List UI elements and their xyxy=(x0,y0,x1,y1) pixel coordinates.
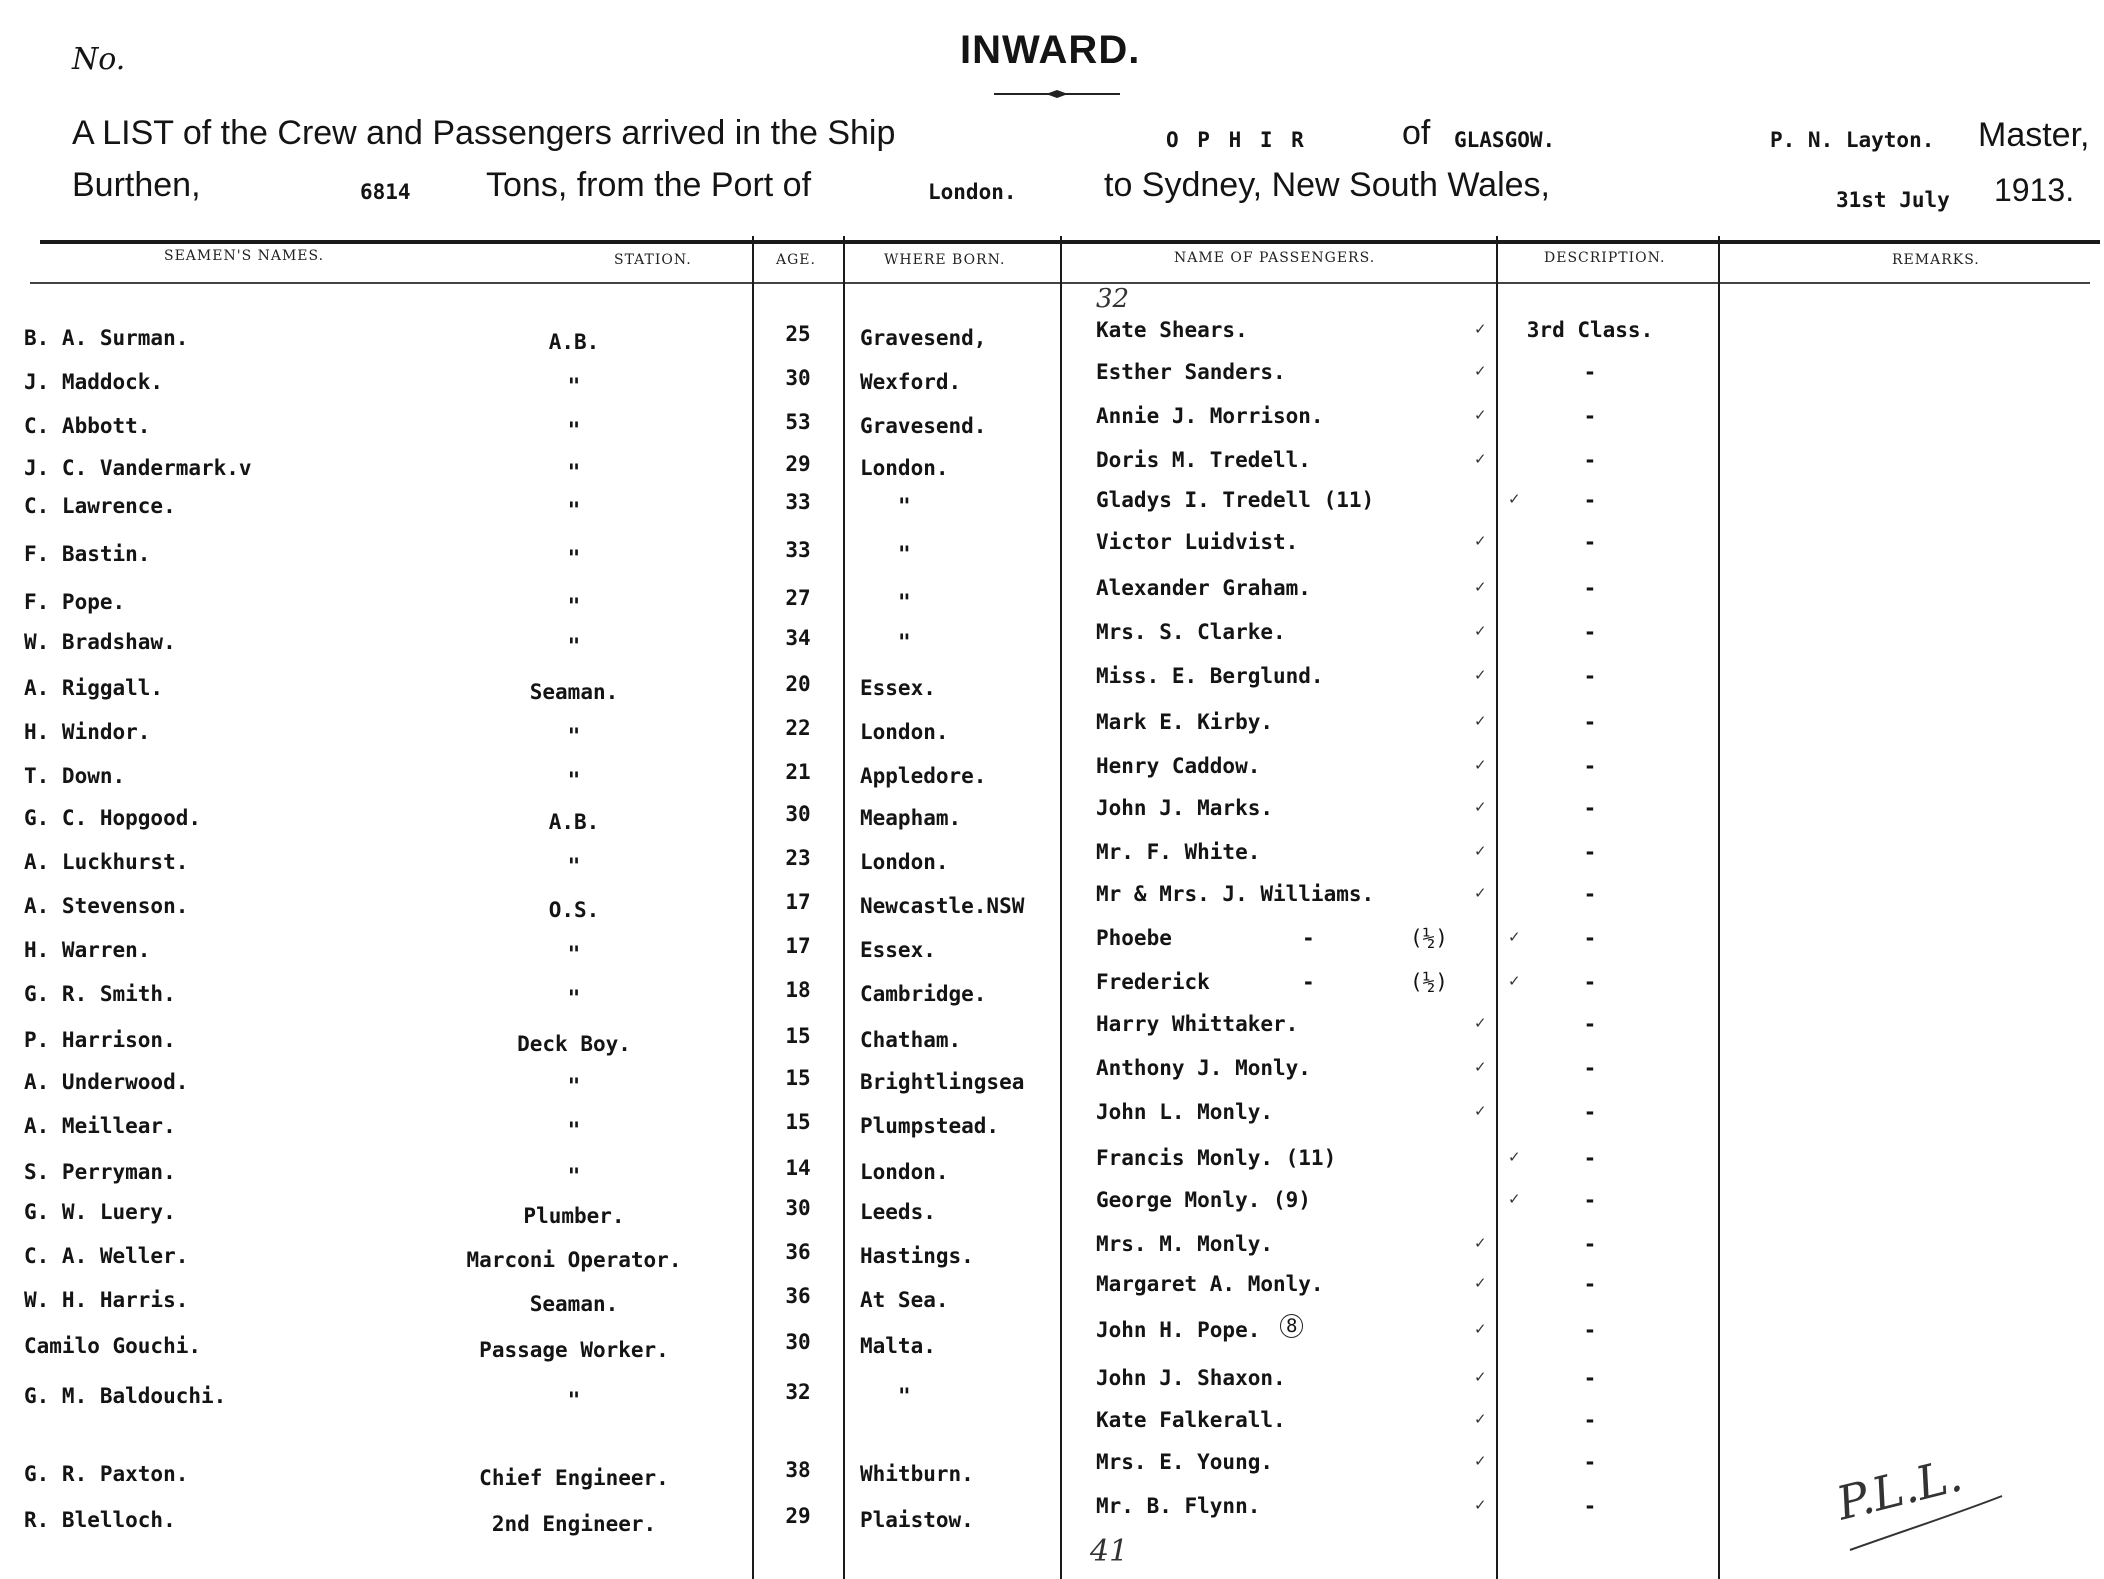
passenger-description: - xyxy=(1583,926,1597,950)
passenger-name: Mr. F. White. xyxy=(1096,840,1261,864)
seaman-station: " xyxy=(567,768,581,792)
seaman-name: B. A. Surman. xyxy=(24,326,189,350)
passenger-name: Mrs. M. Monly. xyxy=(1096,1232,1274,1256)
check-mark: ✓ xyxy=(1474,406,1487,424)
col-head-where-born: WHERE BORN. xyxy=(884,252,1006,268)
seaman-birthplace: Meapham. xyxy=(860,806,962,830)
seaman-station: " xyxy=(567,1164,581,1188)
seaman-birthplace: Cambridge. xyxy=(860,982,987,1006)
seaman-age: 32 xyxy=(785,1380,811,1404)
passenger-name: Margaret A. Monly. xyxy=(1096,1272,1324,1296)
seaman-name: C. A. Weller. xyxy=(24,1244,189,1268)
seaman-birthplace: Appledore. xyxy=(860,764,987,788)
seaman-station: " xyxy=(567,942,581,966)
check-mark: ✓ xyxy=(1508,928,1521,946)
arrival-date: 31st July xyxy=(1836,188,1950,212)
passenger-description: - xyxy=(1583,1450,1597,1474)
seaman-birthplace: London. xyxy=(860,850,949,874)
master-name: P. N. Layton. xyxy=(1770,128,1935,152)
seaman-name: G. R. Smith. xyxy=(24,982,176,1006)
seaman-name: G. C. Hopgood. xyxy=(24,806,202,830)
passenger-name: Henry Caddow. xyxy=(1096,754,1261,778)
passenger-name: John H. Pope. xyxy=(1096,1318,1261,1342)
passenger-description: - xyxy=(1583,1494,1597,1518)
from-port: London. xyxy=(928,180,1017,204)
seaman-birthplace: Malta. xyxy=(860,1334,936,1358)
passenger-name: Mrs. S. Clarke. xyxy=(1096,620,1286,644)
seaman-age: 22 xyxy=(785,716,811,740)
seaman-age: 17 xyxy=(785,890,811,914)
check-mark: ✓ xyxy=(1474,1274,1487,1292)
check-mark: ✓ xyxy=(1474,842,1487,860)
seaman-birthplace: " xyxy=(898,1384,911,1408)
seaman-age: 27 xyxy=(785,586,811,610)
seaman-station: " xyxy=(567,374,581,398)
seaman-station: " xyxy=(567,498,581,522)
seaman-birthplace: Hastings. xyxy=(860,1244,974,1268)
seaman-name: A. Luckhurst. xyxy=(24,850,189,874)
passenger-description: - xyxy=(1583,1012,1597,1036)
col-divider-remarks xyxy=(1718,236,1720,1579)
col-head-description: DESCRIPTION. xyxy=(1544,250,1666,266)
form-title: INWARD. xyxy=(960,28,1141,72)
passenger-description: - xyxy=(1583,970,1597,994)
check-mark: ✓ xyxy=(1508,1148,1521,1166)
col-head-age: AGE. xyxy=(776,252,816,268)
seaman-age: 15 xyxy=(785,1024,811,1048)
seaman-station: Marconi Operator. xyxy=(466,1248,682,1272)
seaman-name: H. Warren. xyxy=(24,938,151,962)
seaman-age: 29 xyxy=(785,452,811,476)
initials-flourish xyxy=(1846,1484,2006,1554)
seaman-age: 18 xyxy=(785,978,811,1002)
passenger-description: - xyxy=(1583,448,1597,472)
passenger-description: - xyxy=(1583,1100,1597,1124)
check-mark: ✓ xyxy=(1474,1368,1487,1386)
seaman-birthplace: Chatham. xyxy=(860,1028,962,1052)
seaman-birthplace: At Sea. xyxy=(860,1288,949,1312)
seaman-station: " xyxy=(567,724,581,748)
passenger-name: Doris M. Tredell. xyxy=(1096,448,1311,472)
seaman-station: " xyxy=(567,854,581,878)
check-mark: ✓ xyxy=(1474,756,1487,774)
seaman-station: " xyxy=(567,986,581,1010)
check-mark: ✓ xyxy=(1474,1496,1487,1514)
seaman-age: 53 xyxy=(785,410,811,434)
passenger-description: - xyxy=(1583,360,1597,384)
seaman-station: " xyxy=(567,418,581,442)
seaman-station: " xyxy=(567,594,581,618)
seaman-age: 17 xyxy=(785,934,811,958)
passenger-name: Alexander Graham. xyxy=(1096,576,1311,600)
passenger-name: Anthony J. Monly. xyxy=(1096,1056,1311,1080)
col-head-seamen: SEAMEN'S NAMES. xyxy=(164,248,325,264)
seaman-birthplace: Plumpstead. xyxy=(860,1114,1000,1138)
check-mark: ✓ xyxy=(1474,532,1487,550)
seaman-name: H. Windor. xyxy=(24,720,151,744)
seaman-age: 33 xyxy=(785,490,811,514)
seaman-name: P. Harrison. xyxy=(24,1028,176,1052)
passenger-name: Mr. B. Flynn. xyxy=(1096,1494,1261,1518)
passenger-description: - xyxy=(1583,710,1597,734)
passenger-description: - xyxy=(1583,1232,1597,1256)
seaman-birthplace: London. xyxy=(860,720,949,744)
col-head-remarks: REMARKS. xyxy=(1892,252,1980,268)
passenger-description: - xyxy=(1583,404,1597,428)
seaman-name: G. R. Paxton. xyxy=(24,1462,189,1486)
seaman-name: S. Perryman. xyxy=(24,1160,176,1184)
passenger-name: Mrs. E. Young. xyxy=(1096,1450,1274,1474)
passenger-name: Mark E. Kirby. xyxy=(1096,710,1274,734)
passenger-name: George Monly. (9) xyxy=(1096,1188,1311,1212)
seaman-birthplace: Essex. xyxy=(860,676,936,700)
ship-name: O P H I R xyxy=(1166,128,1307,152)
passenger-name: Harry Whittaker. xyxy=(1096,1012,1299,1036)
passenger-name: Phoebe xyxy=(1096,926,1172,950)
passenger-description: - xyxy=(1583,1366,1597,1390)
seaman-name: J. Maddock. xyxy=(24,370,164,394)
seaman-birthplace: London. xyxy=(860,1160,949,1184)
passenger-description: - xyxy=(1583,620,1597,644)
seaman-station: Plumber. xyxy=(523,1204,625,1228)
seaman-birthplace: Whitburn. xyxy=(860,1462,974,1486)
circled-number: 8 xyxy=(1280,1314,1303,1338)
check-mark: ✓ xyxy=(1508,1190,1521,1208)
seaman-birthplace: Essex. xyxy=(860,938,936,962)
passenger-description: - xyxy=(1583,796,1597,820)
seaman-station: " xyxy=(567,634,581,658)
seaman-name: W. H. Harris. xyxy=(24,1288,189,1312)
check-mark: ✓ xyxy=(1474,1452,1487,1470)
passenger-description: - xyxy=(1583,1318,1597,1342)
passenger-name: Esther Sanders. xyxy=(1096,360,1286,384)
seaman-birthplace: " xyxy=(898,590,911,614)
check-mark: ✓ xyxy=(1474,1014,1487,1032)
list-heading-prefix: A LIST of the Crew and Passengers arrived in the Ship xyxy=(72,114,896,152)
check-mark: ✓ xyxy=(1474,1234,1487,1252)
passenger-description: - xyxy=(1583,1056,1597,1080)
check-mark: ✓ xyxy=(1474,666,1487,684)
passenger-name: Victor Luidvist. xyxy=(1096,530,1299,554)
seaman-birthplace: Plaistow. xyxy=(860,1508,974,1532)
seaman-birthplace: Gravesend. xyxy=(860,414,987,438)
passenger-name: Miss. E. Berglund. xyxy=(1096,664,1324,688)
seaman-name: A. Underwood. xyxy=(24,1070,189,1094)
passenger-name: Kate Shears. xyxy=(1096,318,1248,342)
seaman-birthplace: Newcastle.NSW xyxy=(860,894,1025,918)
seaman-age: 30 xyxy=(785,802,811,826)
seaman-station: Passage Worker. xyxy=(479,1338,669,1362)
seaman-name: G. M. Baldouchi. xyxy=(24,1384,227,1408)
check-mark: ✓ xyxy=(1508,972,1521,990)
check-mark: ✓ xyxy=(1474,622,1487,640)
passenger-description: - xyxy=(1583,488,1597,512)
seaman-station: Deck Boy. xyxy=(517,1032,631,1056)
seaman-name: A. Riggall. xyxy=(24,676,164,700)
passenger-description: - xyxy=(1583,840,1597,864)
col-head-station: STATION. xyxy=(614,252,692,268)
seaman-station: " xyxy=(567,1074,581,1098)
passenger-description: - xyxy=(1583,1272,1597,1296)
seaman-name: W. Bradshaw. xyxy=(24,630,176,654)
passenger-name: Kate Falkerall. xyxy=(1096,1408,1286,1432)
seaman-name: A. Meillear. xyxy=(24,1114,176,1138)
arrival-year: 1913. xyxy=(1994,172,2075,208)
seaman-name: J. C. Vandermark.v xyxy=(24,456,252,480)
title-ornament xyxy=(994,90,1120,98)
seaman-station: " xyxy=(567,546,581,570)
passenger-description: - xyxy=(1583,1146,1597,1170)
passenger-age-note: (½) xyxy=(1410,970,1448,994)
seaman-station: A.B. xyxy=(548,810,600,834)
check-mark: ✓ xyxy=(1474,450,1487,468)
passenger-description: - xyxy=(1583,530,1597,554)
passenger-name: Gladys I. Tredell (11) xyxy=(1096,488,1375,512)
check-mark: ✓ xyxy=(1474,1320,1487,1338)
seaman-age: 30 xyxy=(785,1330,811,1354)
seaman-age: 23 xyxy=(785,846,811,870)
destination-label: to Sydney, New South Wales, xyxy=(1104,166,1550,204)
seaman-age: 30 xyxy=(785,1196,811,1220)
seaman-name: A. Stevenson. xyxy=(24,894,189,918)
seaman-age: 34 xyxy=(785,626,811,650)
seaman-age: 36 xyxy=(785,1240,811,1264)
check-mark: ✓ xyxy=(1474,362,1487,380)
passenger-name: Frederick xyxy=(1096,970,1210,994)
seaman-age: 20 xyxy=(785,672,811,696)
seaman-station: " xyxy=(567,1118,581,1142)
seaman-age: 21 xyxy=(785,760,811,784)
col-divider-description xyxy=(1496,236,1498,1579)
master-label: Master, xyxy=(1978,116,2090,154)
seaman-name: T. Down. xyxy=(24,764,126,788)
seaman-age: 36 xyxy=(785,1284,811,1308)
seaman-birthplace: Brightlingsea xyxy=(860,1070,1025,1094)
check-mark: ✓ xyxy=(1474,1410,1487,1428)
seaman-birthplace: Wexford. xyxy=(860,370,962,394)
seaman-name: C. Abbott. xyxy=(24,414,151,438)
seaman-station: Seaman. xyxy=(529,1292,619,1316)
seaman-age: 14 xyxy=(785,1156,811,1180)
col-divider-born xyxy=(843,236,845,1579)
seaman-birthplace: Leeds. xyxy=(860,1200,936,1224)
passenger-name: John L. Monly. xyxy=(1096,1100,1274,1124)
seaman-name: R. Blelloch. xyxy=(24,1508,176,1532)
col-head-passengers: NAME OF PASSENGERS. xyxy=(1174,250,1376,266)
check-mark: ✓ xyxy=(1474,712,1487,730)
table-top-rule xyxy=(40,240,2100,244)
passenger-description: - xyxy=(1583,1188,1597,1212)
check-mark: ✓ xyxy=(1474,798,1487,816)
check-mark: ✓ xyxy=(1474,1058,1487,1076)
seaman-station: Chief Engineer. xyxy=(479,1466,669,1490)
passenger-dash: - xyxy=(1302,926,1315,950)
seaman-age: 15 xyxy=(785,1066,811,1090)
seaman-station: " xyxy=(567,1388,581,1412)
check-mark: ✓ xyxy=(1508,490,1521,508)
seaman-name: F. Bastin. xyxy=(24,542,151,566)
check-mark: ✓ xyxy=(1474,578,1487,596)
passenger-name: Annie J. Morrison. xyxy=(1096,404,1324,428)
seaman-name: G. W. Luery. xyxy=(24,1200,176,1224)
seaman-age: 33 xyxy=(785,538,811,562)
tonnage: 6814 xyxy=(360,180,411,204)
seaman-birthplace: London. xyxy=(860,456,949,480)
passenger-description: - xyxy=(1583,1408,1597,1432)
count-annotation-top: 32 xyxy=(1096,284,1130,314)
passenger-description: - xyxy=(1583,882,1597,906)
passenger-age-note: (½) xyxy=(1410,926,1448,950)
seaman-birthplace: " xyxy=(898,542,911,566)
passenger-dash: - xyxy=(1302,970,1315,994)
seaman-birthplace: " xyxy=(898,630,911,654)
passenger-name: John J. Marks. xyxy=(1096,796,1274,820)
passenger-name: Mr & Mrs. J. Williams. xyxy=(1096,882,1375,906)
form-number-label: No. xyxy=(72,42,126,77)
passenger-description: 3rd Class. xyxy=(1526,318,1654,342)
passenger-name: John J. Shaxon. xyxy=(1096,1366,1286,1390)
seaman-station: A.B. xyxy=(548,330,600,354)
passenger-description: - xyxy=(1583,576,1597,600)
seaman-name: F. Pope. xyxy=(24,590,126,614)
seaman-station: 2nd Engineer. xyxy=(491,1512,657,1536)
seaman-station: Seaman. xyxy=(529,680,619,704)
col-divider-age xyxy=(752,236,754,1579)
seaman-name: C. Lawrence. xyxy=(24,494,176,518)
of-label: of xyxy=(1402,114,1431,152)
seaman-station: " xyxy=(567,460,581,484)
passenger-description: - xyxy=(1583,754,1597,778)
check-mark: ✓ xyxy=(1474,320,1487,338)
tons-label: Tons, from the Port of xyxy=(486,166,812,204)
port-of-registry: GLASGOW. xyxy=(1454,128,1556,152)
handwritten-initials: P.L.L. xyxy=(1831,1447,1968,1531)
seaman-age: 30 xyxy=(785,366,811,390)
seaman-birthplace: " xyxy=(898,494,911,518)
seaman-age: 25 xyxy=(785,322,811,346)
seaman-name: Camilo Gouchi. xyxy=(24,1334,202,1358)
check-mark: ✓ xyxy=(1474,884,1487,902)
passenger-description: - xyxy=(1583,664,1597,688)
seaman-age: 29 xyxy=(785,1504,811,1528)
check-mark: ✓ xyxy=(1474,1102,1487,1120)
count-annotation-bottom: 41 xyxy=(1090,1534,1129,1569)
passenger-name: Francis Monly. (11) xyxy=(1096,1146,1337,1170)
seaman-age: 15 xyxy=(785,1110,811,1134)
seaman-birthplace: Gravesend, xyxy=(860,326,987,350)
seaman-age: 38 xyxy=(785,1458,811,1482)
col-divider-passengers xyxy=(1060,236,1062,1579)
seaman-station: O.S. xyxy=(548,898,600,922)
burthen-label: Burthen, xyxy=(72,166,201,204)
